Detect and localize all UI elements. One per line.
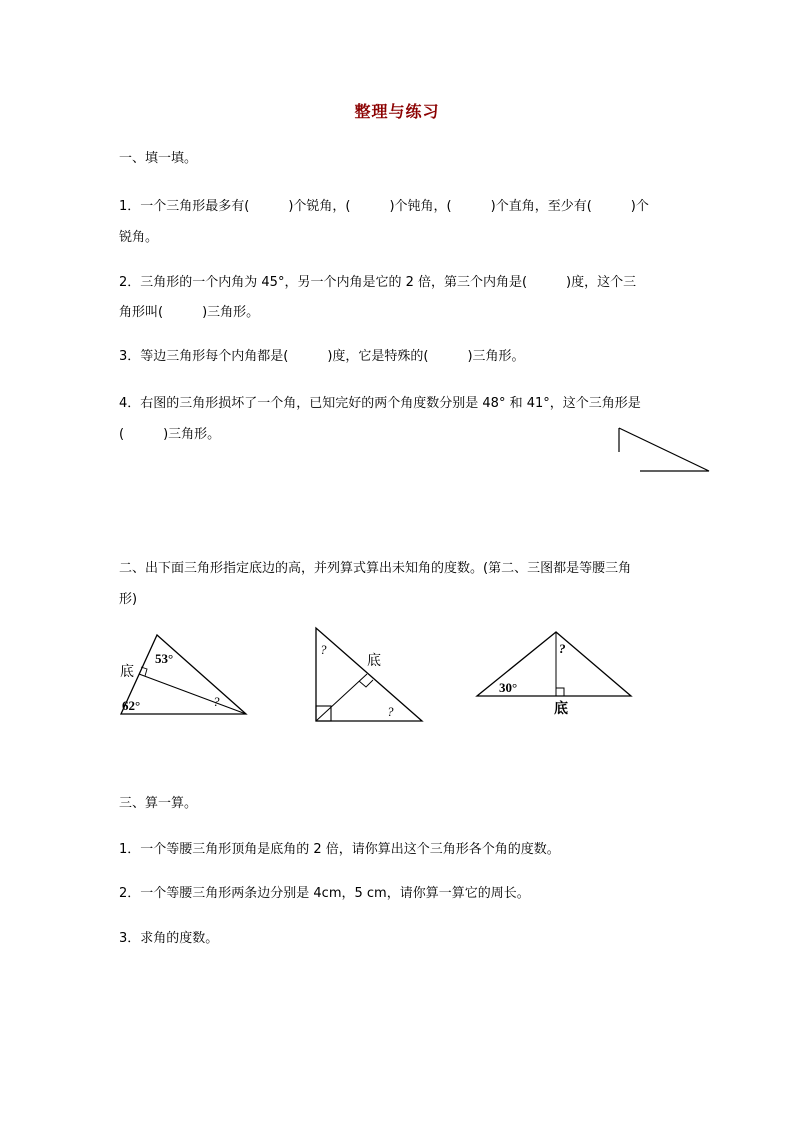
fig3-base-label: 底 bbox=[554, 702, 568, 717]
q2-line1: 2．三角形的一个内角为 45°，另一个内角是它的 2 倍，第三个内角是( )度，这个三 bbox=[119, 275, 637, 290]
page-title: 整理与练习 bbox=[354, 102, 440, 121]
s3-q1-text: 1．一个等腰三角形顶角是底角的 2 倍，请你算出这个三角形各个角的度数。 bbox=[119, 842, 560, 857]
broken-triangle-figure bbox=[610, 424, 714, 476]
s3-q2-text: 2．一个等腰三角形两条边分别是 4cm，5 cm，请你算一算它的周长。 bbox=[119, 886, 530, 901]
s3-q3-text: 3．求角的度数。 bbox=[119, 931, 219, 946]
section1-heading: 一、填一填。 bbox=[119, 151, 198, 166]
section3-heading: 三、算一算。 bbox=[119, 796, 198, 811]
triangle-figure-1 bbox=[110, 630, 255, 725]
fig3-unknown-angle: ? bbox=[559, 641, 566, 656]
fig1-angle-left: 62° bbox=[122, 698, 141, 713]
q1-line1: 1．一个三角形最多有( )个锐角，( )个钝角，( )个直角，至少有( )个 bbox=[119, 199, 649, 214]
q2-line2: 角形叫( )三角形。 bbox=[119, 305, 260, 320]
triangle-figure-2 bbox=[305, 624, 430, 726]
fig2-base-label: 底 bbox=[367, 654, 381, 669]
q4-line2: ( )三角形。 bbox=[119, 427, 221, 442]
fig3-angle-left: 30° bbox=[499, 680, 518, 695]
fig2-unknown-bottom: ? bbox=[387, 704, 394, 719]
q1-line2: 锐角。 bbox=[119, 230, 159, 245]
q3-text: 3．等边三角形每个内角都是( )度，它是特殊的( )三角形。 bbox=[119, 349, 525, 364]
triangle-figure-3 bbox=[470, 626, 640, 718]
q4-line1: 4．右图的三角形损坏了一个角，已知完好的两个角度数分别是 48° 和 41°，这个三角形是 bbox=[119, 396, 641, 411]
fig1-angle-top: 53° bbox=[155, 651, 174, 666]
fig2-unknown-top: ? bbox=[320, 642, 327, 657]
fig1-unknown-angle: ? bbox=[213, 694, 220, 709]
fig1-base-label: 底 bbox=[120, 665, 134, 680]
section2-heading-line1: 二、出下面三角形指定底边的高，并列算式算出未知角的度数。(第二、三图都是等腰三角 bbox=[119, 561, 632, 576]
section2-heading-line2: 形) bbox=[119, 592, 138, 607]
